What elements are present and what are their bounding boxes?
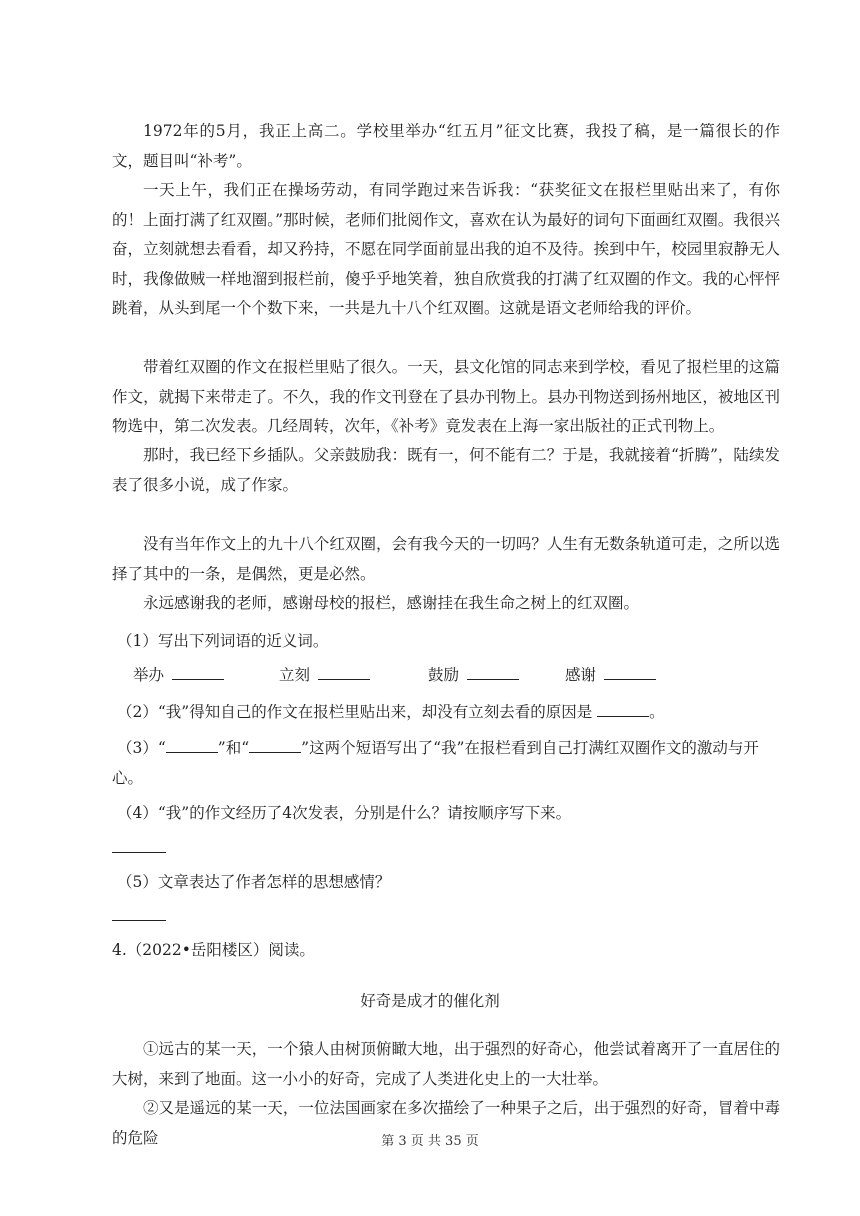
vocab-word: 立刻 bbox=[279, 666, 311, 684]
passage-paragraph-1: 1972年的5月，我正上高二。学校里举办“红五月”征文比赛，我投了稿，是一篇很长的作文，题目叫“补考”。 bbox=[112, 122, 780, 170]
question-4: （4）“我”的作文经历了4次发表，分别是什么？请按顺序写下来。 bbox=[117, 804, 572, 822]
answer-blank[interactable] bbox=[172, 665, 224, 680]
vocab-item bbox=[565, 665, 656, 685]
question-1: （1）写出下列词语的近义词。 bbox=[117, 632, 329, 650]
article-paragraph-1: ①远古的某一天，一个猿人由树顶俯瞰大地，出于强烈的好奇心，他尝试着离开了一直居住的大树，来到了地面。这一小小的好奇，完成了人类进化史上的一大壮举。 bbox=[112, 1040, 780, 1088]
article-title: 好奇是成才的催化剂 bbox=[360, 991, 500, 1010]
passage-paragraph-4: 那时，我已经下乡插队。父亲鼓励我：既有一，何不能有二？于是，我就接着“折腾”，陆续发表了很多小说，成了作家。 bbox=[112, 446, 780, 494]
page-footer: 第 3 页 共 35 页 bbox=[381, 1134, 479, 1149]
answer-blank[interactable] bbox=[604, 665, 656, 680]
section-4-header: 4.（2022•岳阳楼区）阅读。 bbox=[112, 941, 315, 959]
question-2-end: 。 bbox=[649, 703, 665, 721]
vocab-item bbox=[133, 665, 224, 685]
vocab-word: 感谢 bbox=[565, 666, 597, 684]
vocab-word: 鼓励 bbox=[428, 666, 460, 684]
question-3-and: ”和“ bbox=[217, 739, 250, 757]
question-2 bbox=[117, 702, 665, 722]
vocab-item bbox=[279, 665, 370, 685]
passage-paragraph-3: 带着红双圈的作文在报栏里贴了很久。一天，县文化馆的同志来到学校，看见了报栏里的这篇作文，就揭下来带走了。不久，我的作文刊登在了县办刊物上。县办刊物送到扬州地区，被地区刊物选中，第二次发表。几经周转，次年，《补考》竟发表在上海一家出版社的正式刊物上。 bbox=[112, 358, 780, 435]
passage-paragraph-5: 没有当年作文上的九十八个红双圈，会有我今天的一切吗？人生有无数条轨道可走，之所以选择了其中的一条，是偶然，更是必然。 bbox=[112, 535, 780, 583]
answer-line[interactable] bbox=[112, 852, 166, 853]
passage-paragraph-6: 永远感谢我的老师，感谢母校的报栏，感谢挂在我生命之树上的红双圈。 bbox=[143, 594, 640, 612]
question-3-rest: ”这两个短语写出了“我”在报栏看到自己打满红双圈作文的激动与开 bbox=[301, 739, 759, 757]
answer-blank[interactable] bbox=[318, 665, 370, 680]
answer-blank[interactable] bbox=[166, 738, 218, 753]
question-2-text: （2）“我”得知自己的作文在报栏里贴出来，却没有立刻去看的原因是 bbox=[117, 703, 593, 721]
answer-blank[interactable] bbox=[249, 738, 301, 753]
vocab-item bbox=[428, 665, 519, 685]
question-3 bbox=[117, 738, 759, 758]
answer-blank[interactable] bbox=[467, 665, 519, 680]
passage-paragraph-2: 一天上午，我们正在操场劳动，有同学跑过来告诉我：“获奖征文在报栏里贴出来了，有你的！上面打满了红双圈。”那时候，老师们批阅作文，喜欢在认为最好的词句下面画红双圈。我很兴奋，立刻就想去看看，却又矜持，不愿在同学面前显出我的迫不及待。挨到中午，校园里寂静无人时，我像做贼一样地溜到报栏前，傻乎乎地笑着，独自欣赏我的打满了红双圈的作文。我的心怦怦跳着，从头到尾一个个数下来，一共是九十八个红双圈。这就是语文老师给我的评价。 bbox=[112, 181, 780, 317]
question-3-continuation: 心。 bbox=[112, 769, 144, 787]
question-3-open: （3）“ bbox=[117, 739, 166, 757]
answer-line[interactable] bbox=[112, 920, 166, 921]
answer-blank[interactable] bbox=[597, 702, 649, 717]
question-5: （5）文章表达了作者怎样的思想感情？ bbox=[117, 873, 391, 891]
vocab-word: 举办 bbox=[133, 666, 165, 684]
article-paragraph-2: ②又是遥远的某一天，一位法国画家在多次描绘了一种果子之后，出于强烈的好奇，冒着中毒的危险 bbox=[112, 1099, 780, 1147]
